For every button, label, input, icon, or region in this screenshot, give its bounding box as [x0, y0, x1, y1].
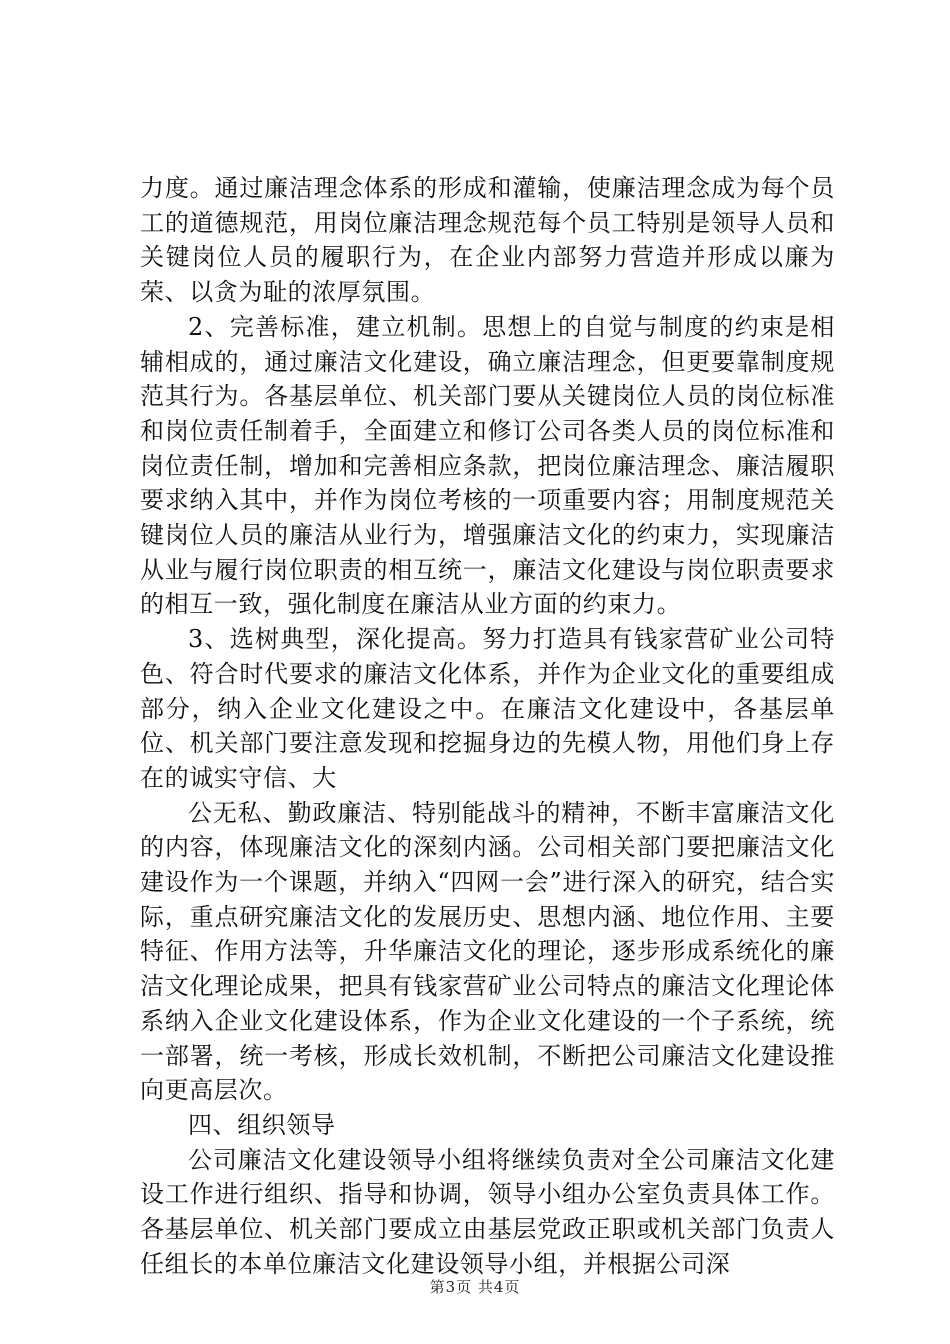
paragraph-5: 公司廉洁文化建设领导小组将继续负责对全公司廉洁文化建设工作进行组织、指导和协调，领导小组办公室负责具体工作。各基层单位、机关部门要成立由基层党政正职或机关部门负责人任组长的本单位廉洁文化建设领导小组，并根据公司深 — [140, 1145, 835, 1278]
paragraph-2: 2、完善标准，建立机制。思想上的自觉与制度的约束是相辅相成的，通过廉洁文化建设，确立廉洁理念，但更要靠制度规范其行为。各基层单位、机关部门要从关键岗位人员的岗位标准和岗位责任制着手，全面建立和修订公司各类人员的岗位标准和岗位责任制，增加和完善相应条款，把岗位廉洁理念、廉洁履职要求纳入其中，并作为岗位考核的一项重要内容；用制度规范关键岗位人员的廉洁从业行为，增强廉洁文化的约束力，实现廉洁从业与履行岗位职责的相互统一，廉洁文化建设与岗位职责要求的相互一致，强化制度在廉洁从业方面的约束力。 — [140, 312, 835, 619]
body-text — [140, 171, 835, 1282]
paragraph-3: 3、选树典型，深化提高。努力打造具有钱家营矿业公司特色、符合时代要求的廉洁文化体系，并作为企业文化的重要组成部分，纳入企业文化建设之中。在廉洁文化建设中，各基层单位、机关部门要注意发现和挖掘身边的先模人物，用他们身上存在的诚实守信、大 — [140, 625, 835, 792]
page-number-footer: 第3页 共4页 — [429, 1278, 521, 1296]
paragraph-4: 公无私、勤政廉洁、特别能战斗的精神，不断丰富廉洁文化的内容，体现廉洁文化的深刻内涵。公司相关部门要把廉洁文化建设作为一个课题，并纳入“四网一会”进行深入的研究，结合实际，重点研究廉洁文化的发展历史、思想内涵、地位作用、主要特征、作用方法等，升华廉洁文化的理论，逐步形成系统化的廉洁文化理论成果，把具有钱家营矿业公司特点的廉洁文化理论体系纳入企业文化建设体系，作为企业文化建设的一个子系统，统一部署，统一考核，形成长效机制，不断把公司廉洁文化建设推向更高层次。 — [140, 798, 835, 1105]
paragraph-1: 力度。通过廉洁理念体系的形成和灌输，使廉洁理念成为每个员工的道德规范，用岗位廉洁理念规范每个员工特别是领导人员和关键岗位人员的履职行为，在企业内部努力营造并形成以廉为荣、以贪为耻的浓厚氛围。 — [140, 174, 835, 307]
section-heading-organization: 四、组织领导 — [188, 1110, 336, 1139]
